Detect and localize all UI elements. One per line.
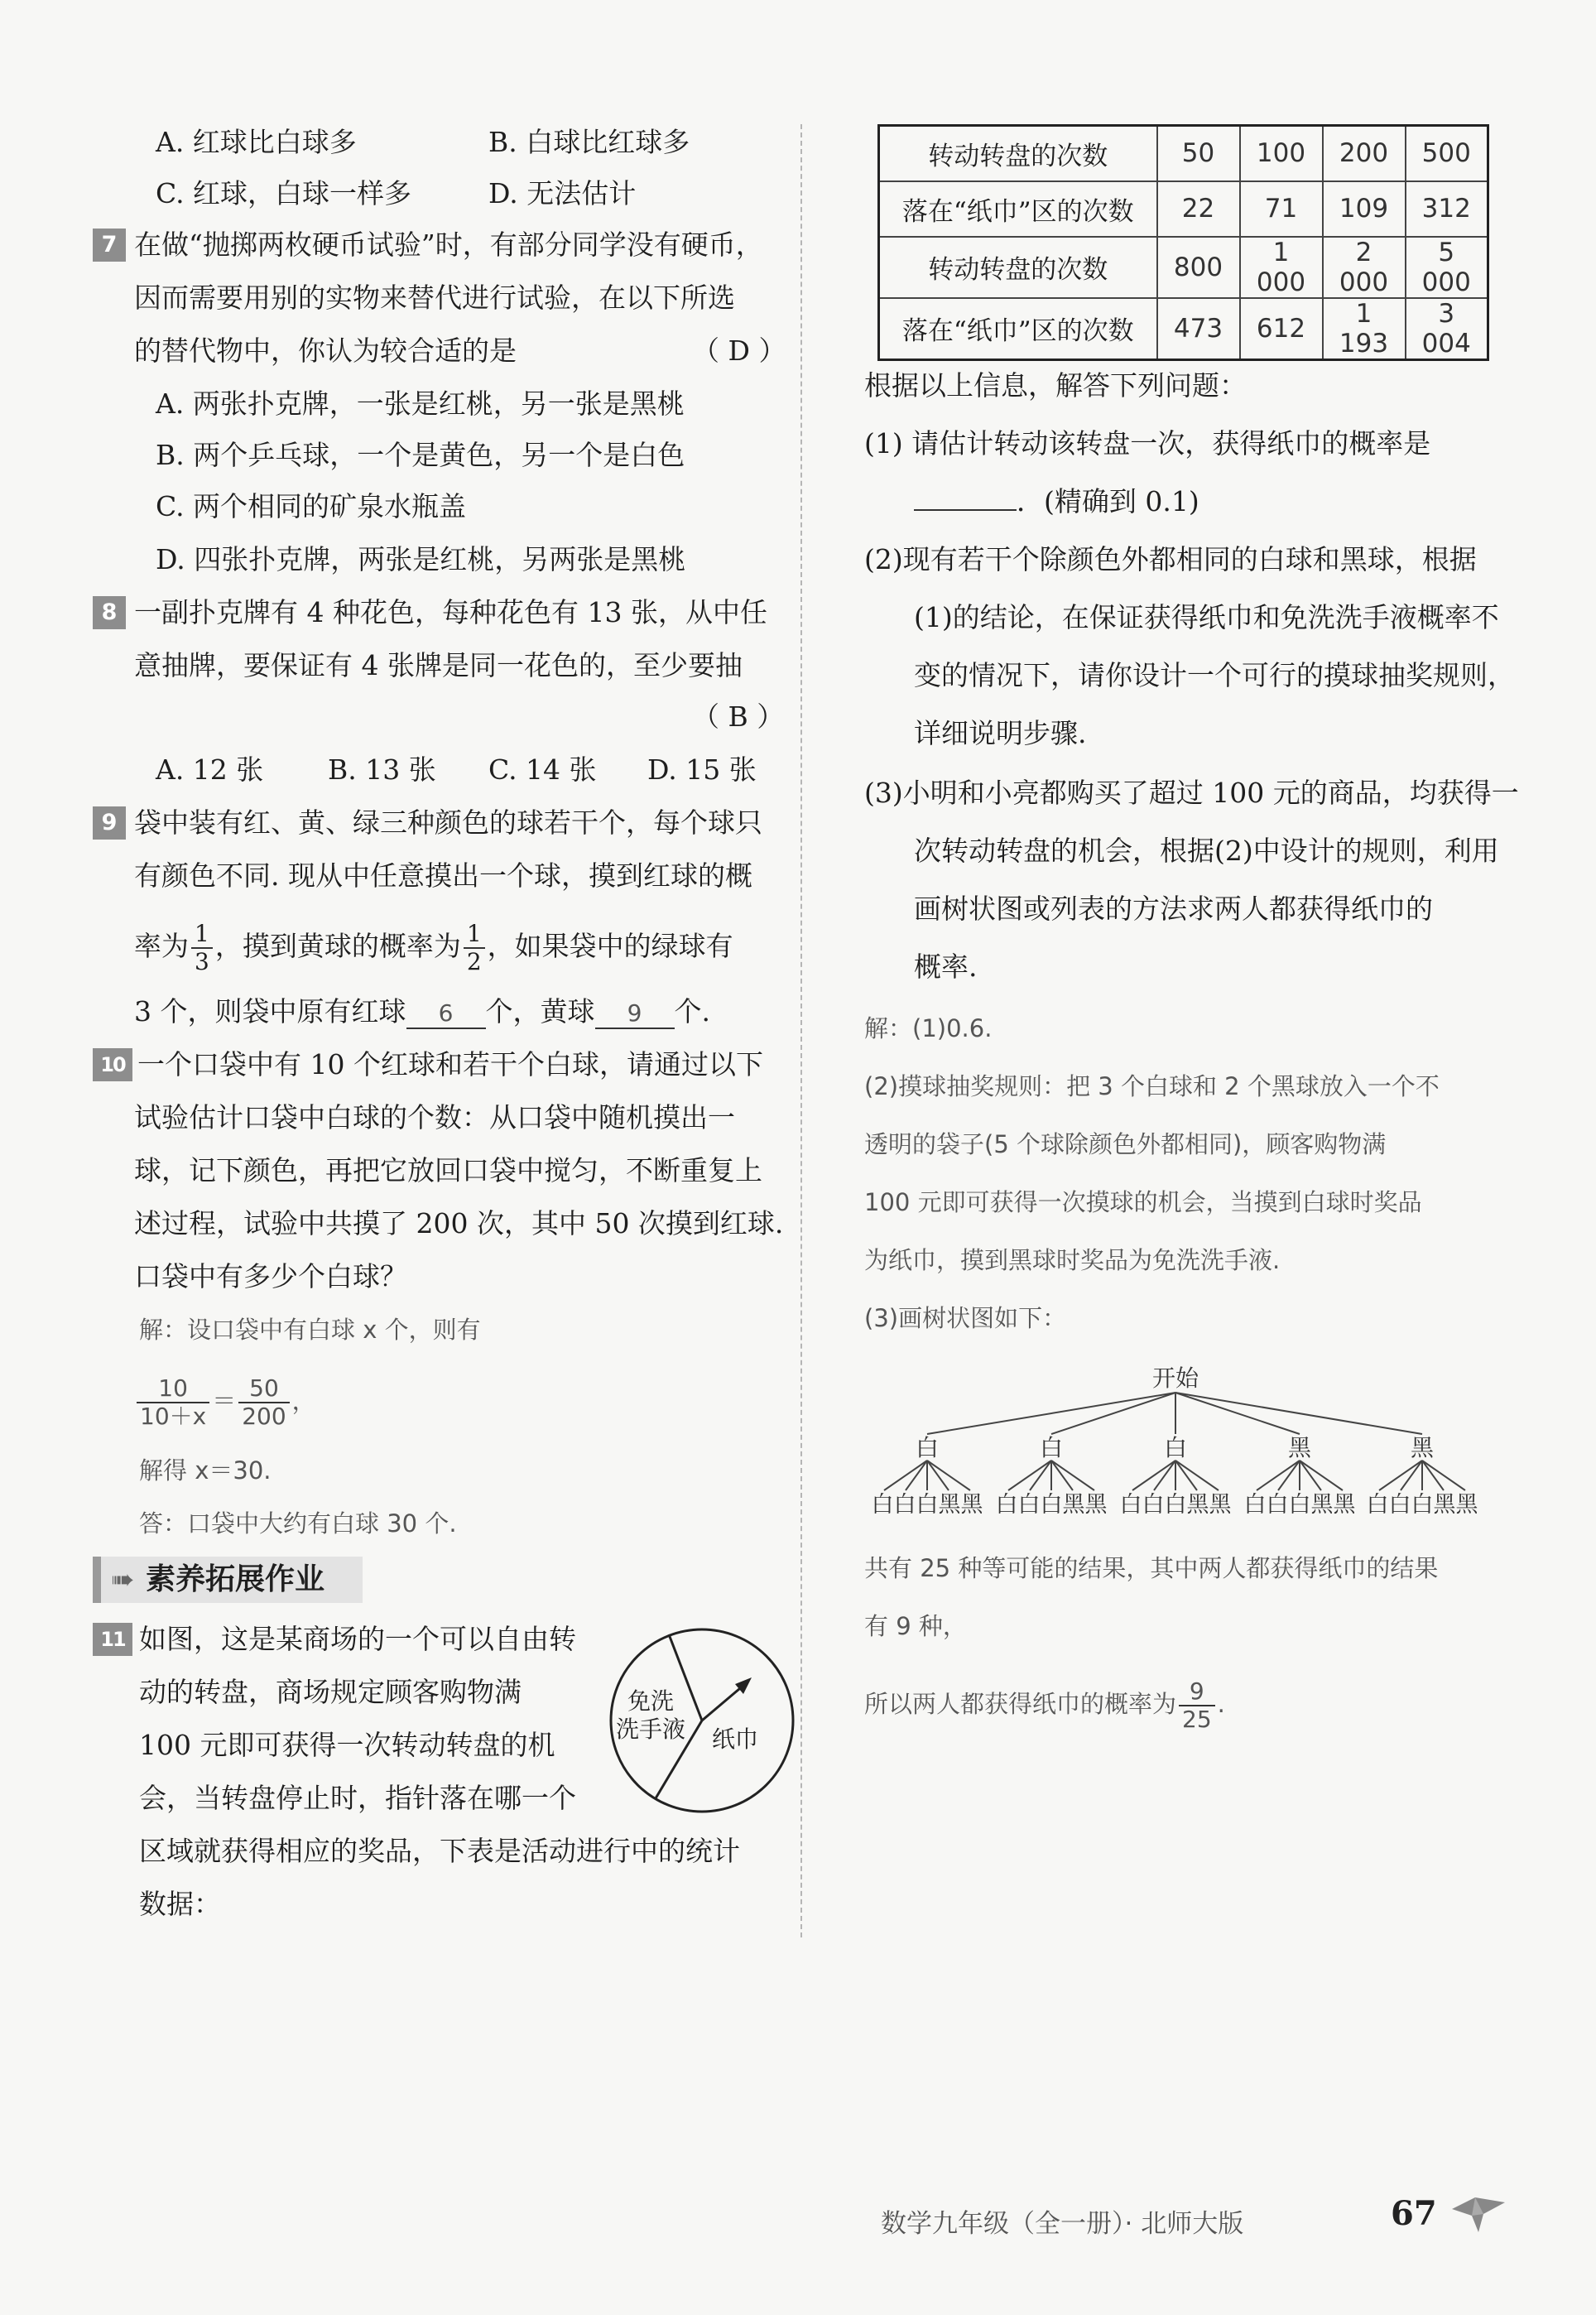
probability-denominator: 25 bbox=[1182, 1706, 1212, 1733]
table-row bbox=[879, 181, 1488, 237]
origami-bird-icon bbox=[1450, 2192, 1507, 2236]
tree-node-l1-4: 黑 bbox=[1287, 1434, 1312, 1461]
q7-text-line3: 的替代物中，你认为较合适的是 bbox=[134, 334, 517, 367]
q6-option-a: A. 红球比白球多 bbox=[156, 126, 357, 158]
q8-answer: （ B ） bbox=[692, 700, 785, 733]
q7-answer: （ D ） bbox=[692, 334, 786, 367]
spinner-wheel bbox=[604, 1623, 800, 1818]
q10-equation-right-fraction bbox=[238, 1375, 289, 1430]
probability-numerator: 9 bbox=[1179, 1678, 1215, 1706]
tree-branches-level2 bbox=[884, 1461, 1465, 1490]
table-cell: 转动转盘的次数 bbox=[879, 237, 1157, 298]
q9-fraction-yellow-denominator: 2 bbox=[466, 948, 482, 975]
section-badge bbox=[93, 1557, 363, 1603]
q9-line4-b: 个，黄球 bbox=[485, 995, 595, 1028]
table-cell: 473 bbox=[1157, 298, 1240, 360]
q9-fraction-yellow bbox=[464, 921, 485, 975]
q10-text-line4: 述过程，试验中共摸了 200 次，其中 50 次摸到红球. bbox=[134, 1207, 784, 1239]
wheel-label-sanitizer-2: 洗手液 bbox=[615, 1716, 686, 1743]
q11-part2-line3: 变的情况下，请你设计一个可行的摸球抽奖规则， bbox=[914, 659, 1515, 691]
tree-leaves-2: 白白白黑黑 bbox=[995, 1492, 1108, 1518]
tree-branch bbox=[1008, 1461, 1051, 1490]
q7-option-c: C. 两个相同的矿泉水瓶盖 bbox=[156, 490, 467, 522]
q11-solution-probability bbox=[864, 1672, 1225, 1735]
q6-option-d: D. 无法估计 bbox=[488, 177, 637, 209]
q10-solution-line1: 解：设口袋中有白球 x 个，则有 bbox=[139, 1316, 481, 1344]
tree-branch bbox=[1051, 1461, 1073, 1490]
q9-line4-a: 3 个，则袋中原有红球 bbox=[134, 995, 406, 1028]
q10-comma: ， bbox=[291, 1387, 316, 1415]
tree-branch bbox=[1154, 1461, 1175, 1490]
table-cell: 22 bbox=[1157, 181, 1240, 237]
page-number: 67 bbox=[1391, 2194, 1437, 2233]
tree-branch bbox=[906, 1461, 927, 1490]
tree-branch bbox=[1030, 1461, 1051, 1490]
q7-option-a: A. 两张扑克牌，一张是红桃，另一张是黑桃 bbox=[156, 387, 685, 420]
q10-text-line1: 一个口袋中有 10 个红球和若干个白球，请通过以下 bbox=[137, 1048, 763, 1080]
table-cell: 1 193 bbox=[1323, 298, 1406, 360]
tree-node-l1-1: 白 bbox=[915, 1434, 940, 1461]
footer-book-title: 数学九年级（全一册）· 北师大版 bbox=[881, 2209, 1244, 2239]
q9-line4-c: 个. bbox=[674, 995, 710, 1028]
q11-part3-line2: 次转动转盘的机会，根据(2)中设计的规则，利用 bbox=[914, 835, 1499, 867]
q11-intro: 根据以上信息，解答下列问题： bbox=[864, 369, 1247, 402]
q8-option-d: D. 15 张 bbox=[647, 753, 757, 786]
section-title: 素养拓展作业 bbox=[146, 1562, 325, 1596]
tree-branch bbox=[1300, 1461, 1343, 1490]
q11-part2-line4: 详细说明步骤. bbox=[914, 717, 1087, 749]
tree-leaves-5: 白白白黑黑 bbox=[1366, 1492, 1478, 1518]
q6-option-b: B. 白球比红球多 bbox=[488, 126, 690, 158]
q8-option-a: A. 12 张 bbox=[156, 753, 264, 786]
probability-fraction bbox=[1179, 1678, 1215, 1733]
q10-text-line5: 口袋中有多少个白球？ bbox=[134, 1260, 407, 1292]
table-cell: 1 000 bbox=[1240, 237, 1323, 298]
q10-right-numerator: 50 bbox=[238, 1375, 289, 1403]
q11-text-line6: 数据： bbox=[139, 1888, 221, 1920]
tree-root: 开始 bbox=[1151, 1364, 1199, 1392]
q8-option-b: B. 13 张 bbox=[328, 753, 436, 786]
tree-leaves-1: 白白白黑黑 bbox=[871, 1492, 983, 1518]
q7-option-d: D. 四张扑克牌，两张是红桃，另两张是黑桃 bbox=[156, 543, 686, 575]
q11-text-line2: 动的转盘，商场规定顾客购物满 bbox=[139, 1676, 522, 1708]
table-cell: 200 bbox=[1323, 126, 1406, 181]
q8-number: 8 bbox=[93, 596, 126, 629]
q9-text-line2: 有颜色不同. 现从中任意摸出一个球，摸到红球的概 bbox=[134, 859, 752, 892]
tree-branch bbox=[1132, 1461, 1175, 1490]
tree-branch bbox=[927, 1461, 970, 1490]
q11-number: 11 bbox=[93, 1623, 132, 1656]
q11-part3-line3: 画树状图或列表的方法求两人都获得纸巾的 bbox=[914, 893, 1433, 925]
table-cell: 800 bbox=[1157, 237, 1240, 298]
q11-solution-part3-result-line1: 共有 25 种等可能的结果，其中两人都获得纸巾的结果 bbox=[864, 1554, 1439, 1582]
q10-equals: ＝ bbox=[212, 1387, 237, 1415]
tree-leaves-3: 白白白黑黑 bbox=[1119, 1492, 1232, 1518]
q8-text-line1: 一副扑克牌有 4 种花色，每种花色有 13 张，从中任 bbox=[134, 596, 767, 628]
q9-fraction-red-numerator: 1 bbox=[191, 921, 213, 949]
table-row bbox=[879, 237, 1488, 298]
tree-node-l1-2: 白 bbox=[1039, 1434, 1064, 1461]
q9-fraction-red-denominator: 3 bbox=[195, 948, 209, 975]
tree-branch bbox=[1278, 1461, 1300, 1490]
tree-node-l1-5: 黑 bbox=[1410, 1434, 1435, 1461]
q9-text-line1: 袋中装有红、黄、绿三种颜色的球若干个，每个球只 bbox=[134, 806, 762, 839]
table-cell: 3 004 bbox=[1406, 298, 1488, 360]
q7-text-line2: 因而需要用别的实物来替代进行试验，在以下所选 bbox=[134, 282, 735, 314]
q9-text-line4 bbox=[134, 995, 710, 1029]
tree-node-l1-3: 白 bbox=[1163, 1434, 1188, 1461]
q7-number: 7 bbox=[93, 229, 126, 262]
q8-text-line2: 意抽牌，要保证有 4 张牌是同一花色的，至少要抽 bbox=[134, 649, 743, 681]
q11-solution-part3: (3)画树状图如下： bbox=[864, 1304, 1067, 1332]
q9-blank-yellow-count: 9 bbox=[595, 999, 675, 1029]
arrow-icon: ➠ bbox=[111, 1563, 135, 1596]
q7-text-line1: 在做“抛掷两枚硬币试验”时，有部分同学没有硬币， bbox=[134, 229, 763, 261]
wheel-label-sanitizer-1: 免洗 bbox=[627, 1687, 675, 1715]
tree-branch bbox=[1401, 1461, 1422, 1490]
q11-text-line4: 会，当转盘停止时，指针落在哪一个 bbox=[139, 1782, 576, 1814]
table-cell: 109 bbox=[1323, 181, 1406, 237]
table-cell: 500 bbox=[1406, 126, 1488, 181]
q7-option-b: B. 两个乒乓球，一个是黄色，另一个是白色 bbox=[156, 439, 685, 471]
q9-fraction-yellow-numerator: 1 bbox=[464, 921, 485, 949]
tree-branch bbox=[1300, 1461, 1321, 1490]
tree-branch bbox=[1051, 1461, 1094, 1490]
q10-solution-answer: 答：口袋中大约有白球 30 个. bbox=[139, 1509, 457, 1538]
q10-left-numerator: 10 bbox=[137, 1375, 209, 1403]
table-row bbox=[879, 298, 1488, 360]
table-cell: 312 bbox=[1406, 181, 1488, 237]
q11-solution-part2-line1: (2)摸球抽奖规则：把 3 个白球和 2 个黑球放入一个不 bbox=[864, 1072, 1440, 1100]
table-cell: 落在“纸巾”区的次数 bbox=[879, 181, 1157, 237]
q10-solution-equation bbox=[134, 1368, 316, 1434]
probability-text: 所以两人都获得纸巾的概率为 bbox=[864, 1690, 1177, 1718]
tree-branch bbox=[1422, 1461, 1444, 1490]
table-cell: 71 bbox=[1240, 181, 1323, 237]
tree-branches-level1 bbox=[927, 1393, 1422, 1434]
q10-solution-line3: 解得 x＝30. bbox=[139, 1456, 272, 1485]
q11-solution-part1: 解：(1)0.6. bbox=[864, 1014, 993, 1042]
q10-number: 10 bbox=[93, 1048, 132, 1081]
q11-part1-line1: (1) 请估计转动该转盘一次，获得纸巾的概率是 bbox=[864, 427, 1431, 460]
table-cell: 5 000 bbox=[1406, 237, 1488, 298]
table-cell: 612 bbox=[1240, 298, 1323, 360]
q9-blank-red-count: 6 bbox=[406, 999, 486, 1029]
q11-text-line1: 如图，这是某商场的一个可以自由转 bbox=[139, 1623, 576, 1655]
tree-branch bbox=[1175, 1461, 1219, 1490]
q9-line3-b: ，摸到黄球的概率为 bbox=[214, 930, 461, 962]
q10-text-line3: 球，记下颜色，再把它放回口袋中搅匀，不断重复上 bbox=[134, 1154, 762, 1186]
q9-line3-a: 率为 bbox=[134, 930, 189, 962]
tree-branch bbox=[1257, 1461, 1300, 1490]
table-cell: 转动转盘的次数 bbox=[879, 126, 1157, 181]
tree-branch bbox=[927, 1461, 949, 1490]
q11-part2-line2: (1)的结论，在保证获得纸巾和免洗洗手液概率不 bbox=[914, 601, 1499, 633]
table-cell: 100 bbox=[1240, 126, 1323, 181]
q11-part1-line2 bbox=[914, 485, 1199, 518]
q11-solution-part2-line4: 为纸巾，摸到黑球时奖品为免洗洗手液. bbox=[864, 1246, 1281, 1274]
q9-line3-c: ，如果袋中的绿球有 bbox=[487, 930, 733, 962]
q10-text-line2: 试验估计口袋中白球的个数：从口袋中随机摸出一 bbox=[134, 1101, 735, 1133]
tree-branch bbox=[1422, 1461, 1465, 1490]
q11-solution-part3-result-line2: 有 9 种， bbox=[864, 1612, 967, 1640]
tree-leaves-4: 白白白黑黑 bbox=[1243, 1492, 1356, 1518]
q11-text-line3: 100 元即可获得一次转动转盘的机 bbox=[139, 1729, 555, 1761]
tree-branch bbox=[1175, 1461, 1197, 1490]
q11-solution-part2-line3: 100 元即可获得一次摸球的机会，当摸到白球时奖品 bbox=[864, 1188, 1422, 1216]
q11-part1-suffix: ．(精确到 0.1) bbox=[1017, 485, 1199, 517]
q11-part3-line4: 概率. bbox=[914, 951, 978, 983]
tree-diagram bbox=[861, 1358, 1490, 1523]
statistics-table bbox=[877, 124, 1489, 361]
q10-equation-left-fraction bbox=[137, 1375, 209, 1430]
q6-option-c: C. 红球，白球一样多 bbox=[156, 177, 412, 209]
tree-branch bbox=[884, 1461, 927, 1490]
q9-fraction-red bbox=[191, 921, 213, 975]
q11-solution-part2-line2: 透明的袋子(5 个球除颜色外都相同)，顾客购物满 bbox=[864, 1130, 1387, 1158]
q11-part3-line1: (3)小明和小亮都购买了超过 100 元的商品，均获得一 bbox=[864, 777, 1519, 809]
q8-option-c: C. 14 张 bbox=[488, 753, 597, 786]
q9-number: 9 bbox=[93, 806, 126, 840]
column-divider bbox=[800, 124, 802, 1937]
pointer-icon bbox=[702, 1684, 745, 1721]
probability-period: . bbox=[1217, 1690, 1225, 1718]
q9-text-line3 bbox=[134, 919, 733, 975]
q11-part1-blank bbox=[914, 509, 1017, 511]
q10-right-denominator: 200 bbox=[242, 1403, 286, 1430]
wheel-label-tissue: 纸巾 bbox=[711, 1725, 759, 1753]
table-row bbox=[879, 126, 1488, 181]
table-cell: 50 bbox=[1157, 126, 1240, 181]
q11-text-line5: 区域就获得相应的奖品，下表是活动进行中的统计 bbox=[139, 1835, 740, 1867]
q11-part2-line1: (2)现有若干个除颜色外都相同的白球和黑球，根据 bbox=[864, 543, 1477, 575]
q10-left-denominator: 10＋x bbox=[140, 1403, 207, 1430]
tree-branch bbox=[1379, 1461, 1422, 1490]
table-cell: 落在“纸巾”区的次数 bbox=[879, 298, 1157, 360]
table-cell: 2 000 bbox=[1323, 237, 1406, 298]
